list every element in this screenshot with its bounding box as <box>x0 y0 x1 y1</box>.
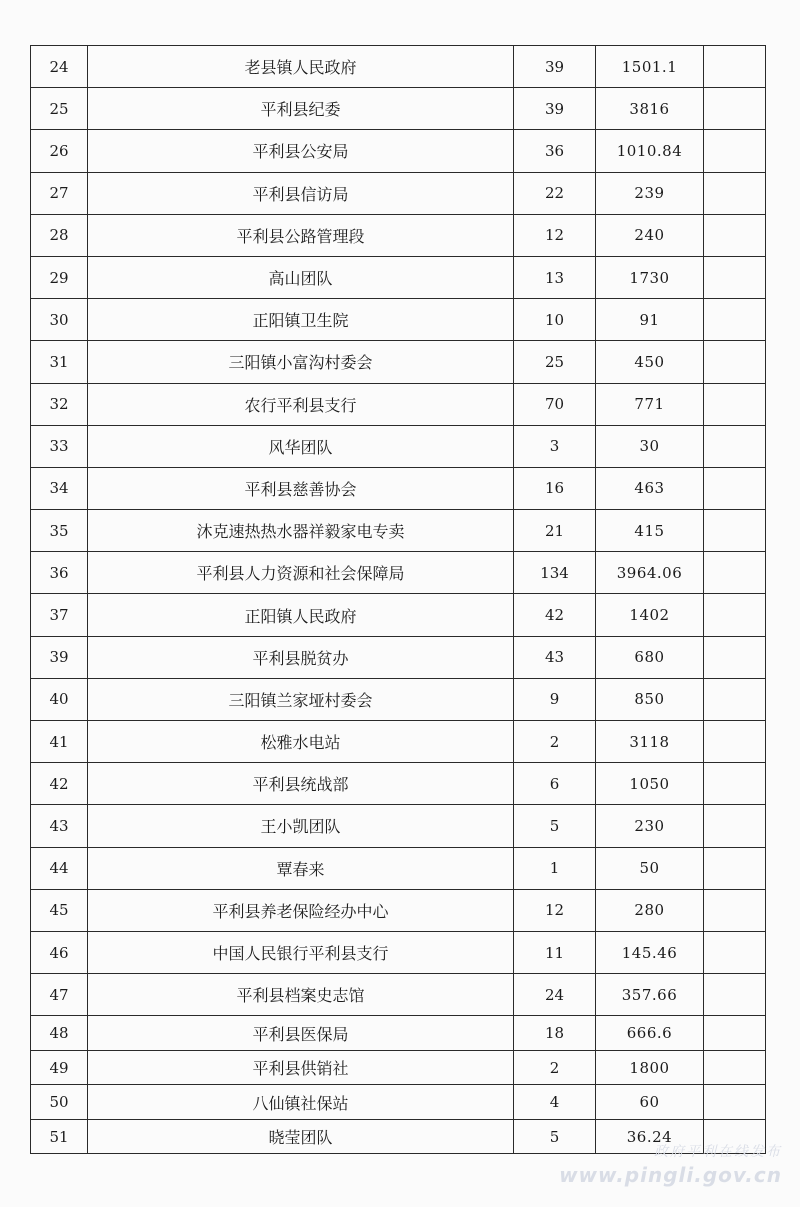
unit-name-cell: 高山团队 <box>88 256 514 298</box>
count-cell: 9 <box>514 678 596 720</box>
unit-name-cell: 平利县纪委 <box>88 88 514 130</box>
table-row <box>31 299 766 341</box>
count-cell: 2 <box>514 721 596 763</box>
table-row <box>31 1050 766 1085</box>
count-cell: 70 <box>514 383 596 425</box>
amount-cell: 1402 <box>596 594 704 636</box>
watermark-url: www.pingli.gov.cn <box>559 1163 782 1187</box>
amount-cell: 415 <box>596 510 704 552</box>
table-row <box>31 847 766 889</box>
note-cell <box>704 721 766 763</box>
note-cell <box>704 763 766 805</box>
note-cell <box>704 88 766 130</box>
table-row <box>31 1085 766 1120</box>
count-cell: 16 <box>514 467 596 509</box>
note-cell <box>704 847 766 889</box>
row-index-cell: 24 <box>31 46 88 88</box>
count-cell: 43 <box>514 636 596 678</box>
amount-cell: 463 <box>596 467 704 509</box>
amount-cell: 50 <box>596 847 704 889</box>
amount-cell: 3816 <box>596 88 704 130</box>
count-cell: 5 <box>514 1119 596 1154</box>
table-row <box>31 721 766 763</box>
note-cell <box>704 1016 766 1051</box>
amount-cell: 230 <box>596 805 704 847</box>
table-row <box>31 341 766 383</box>
unit-name-cell: 农行平利县支行 <box>88 383 514 425</box>
table-row <box>31 594 766 636</box>
count-cell: 6 <box>514 763 596 805</box>
note-cell <box>704 341 766 383</box>
unit-name-cell: 平利县公路管理段 <box>88 214 514 256</box>
amount-cell: 1010.84 <box>596 130 704 172</box>
count-cell: 22 <box>514 172 596 214</box>
count-cell: 2 <box>514 1050 596 1085</box>
row-index-cell: 26 <box>31 130 88 172</box>
table-row <box>31 88 766 130</box>
amount-cell: 771 <box>596 383 704 425</box>
amount-cell: 680 <box>596 636 704 678</box>
unit-name-cell: 松雅水电站 <box>88 721 514 763</box>
table-row <box>31 552 766 594</box>
row-index-cell: 40 <box>31 678 88 720</box>
unit-name-cell: 沐克速热热水器祥毅家电专卖 <box>88 510 514 552</box>
amount-cell: 1730 <box>596 256 704 298</box>
amount-cell: 36.24 <box>596 1119 704 1154</box>
row-index-cell: 42 <box>31 763 88 805</box>
note-cell <box>704 510 766 552</box>
row-index-cell: 50 <box>31 1085 88 1120</box>
unit-name-cell: 平利县档案史志馆 <box>88 974 514 1016</box>
unit-name-cell: 晓莹团队 <box>88 1119 514 1154</box>
note-cell <box>704 1085 766 1120</box>
note-cell <box>704 594 766 636</box>
table-row <box>31 46 766 88</box>
amount-cell: 666.6 <box>596 1016 704 1051</box>
count-cell: 3 <box>514 425 596 467</box>
row-index-cell: 31 <box>31 341 88 383</box>
amount-cell: 91 <box>596 299 704 341</box>
unit-name-cell: 正阳镇卫生院 <box>88 299 514 341</box>
amount-cell: 450 <box>596 341 704 383</box>
count-cell: 11 <box>514 931 596 973</box>
row-index-cell: 33 <box>31 425 88 467</box>
note-cell <box>704 1050 766 1085</box>
amount-cell: 240 <box>596 214 704 256</box>
row-index-cell: 27 <box>31 172 88 214</box>
table-row <box>31 763 766 805</box>
row-index-cell: 34 <box>31 467 88 509</box>
table-body <box>31 46 766 1154</box>
donation-table <box>30 45 766 1154</box>
row-index-cell: 45 <box>31 889 88 931</box>
amount-cell: 1800 <box>596 1050 704 1085</box>
table-row <box>31 467 766 509</box>
count-cell: 134 <box>514 552 596 594</box>
table-row <box>31 931 766 973</box>
table-row <box>31 805 766 847</box>
amount-cell: 1050 <box>596 763 704 805</box>
amount-cell: 1501.1 <box>596 46 704 88</box>
count-cell: 39 <box>514 46 596 88</box>
note-cell <box>704 46 766 88</box>
table-row <box>31 889 766 931</box>
amount-cell: 30 <box>596 425 704 467</box>
unit-name-cell: 中国人民银行平利县支行 <box>88 931 514 973</box>
unit-name-cell: 平利县人力资源和社会保障局 <box>88 552 514 594</box>
count-cell: 42 <box>514 594 596 636</box>
row-index-cell: 29 <box>31 256 88 298</box>
amount-cell: 280 <box>596 889 704 931</box>
table-row <box>31 510 766 552</box>
amount-cell: 357.66 <box>596 974 704 1016</box>
note-cell <box>704 889 766 931</box>
count-cell: 12 <box>514 214 596 256</box>
note-cell <box>704 467 766 509</box>
amount-cell: 60 <box>596 1085 704 1120</box>
table-row <box>31 172 766 214</box>
amount-cell: 3964.06 <box>596 552 704 594</box>
unit-name-cell: 风华团队 <box>88 425 514 467</box>
note-cell <box>704 678 766 720</box>
table-row <box>31 636 766 678</box>
table-row <box>31 974 766 1016</box>
row-index-cell: 51 <box>31 1119 88 1154</box>
row-index-cell: 44 <box>31 847 88 889</box>
unit-name-cell: 平利县医保局 <box>88 1016 514 1051</box>
unit-name-cell: 王小凯团队 <box>88 805 514 847</box>
row-index-cell: 32 <box>31 383 88 425</box>
count-cell: 5 <box>514 805 596 847</box>
unit-name-cell: 平利县养老保险经办中心 <box>88 889 514 931</box>
unit-name-cell: 覃春来 <box>88 847 514 889</box>
table-row <box>31 214 766 256</box>
row-index-cell: 25 <box>31 88 88 130</box>
note-cell <box>704 931 766 973</box>
unit-name-cell: 平利县统战部 <box>88 763 514 805</box>
count-cell: 1 <box>514 847 596 889</box>
row-index-cell: 36 <box>31 552 88 594</box>
count-cell: 39 <box>514 88 596 130</box>
row-index-cell: 30 <box>31 299 88 341</box>
note-cell <box>704 256 766 298</box>
row-index-cell: 28 <box>31 214 88 256</box>
unit-name-cell: 正阳镇人民政府 <box>88 594 514 636</box>
amount-cell: 239 <box>596 172 704 214</box>
table-row <box>31 383 766 425</box>
count-cell: 25 <box>514 341 596 383</box>
note-cell <box>704 552 766 594</box>
table-row <box>31 256 766 298</box>
table-row <box>31 1016 766 1051</box>
row-index-cell: 43 <box>31 805 88 847</box>
amount-cell: 145.46 <box>596 931 704 973</box>
count-cell: 36 <box>514 130 596 172</box>
watermark-line1: 政府平利在线发布 <box>654 1144 782 1160</box>
table-row <box>31 425 766 467</box>
note-cell <box>704 974 766 1016</box>
note-cell <box>704 130 766 172</box>
count-cell: 10 <box>514 299 596 341</box>
count-cell: 21 <box>514 510 596 552</box>
note-cell <box>704 425 766 467</box>
unit-name-cell: 老县镇人民政府 <box>88 46 514 88</box>
unit-name-cell: 八仙镇社保站 <box>88 1085 514 1120</box>
note-cell <box>704 805 766 847</box>
unit-name-cell: 平利县供销社 <box>88 1050 514 1085</box>
unit-name-cell: 平利县信访局 <box>88 172 514 214</box>
count-cell: 18 <box>514 1016 596 1051</box>
row-index-cell: 47 <box>31 974 88 1016</box>
table-row <box>31 130 766 172</box>
count-cell: 13 <box>514 256 596 298</box>
row-index-cell: 48 <box>31 1016 88 1051</box>
note-cell <box>704 172 766 214</box>
table-row <box>31 678 766 720</box>
site-watermark <box>559 1141 782 1187</box>
unit-name-cell: 三阳镇兰家垭村委会 <box>88 678 514 720</box>
count-cell: 4 <box>514 1085 596 1120</box>
row-index-cell: 37 <box>31 594 88 636</box>
row-index-cell: 41 <box>31 721 88 763</box>
unit-name-cell: 三阳镇小富沟村委会 <box>88 341 514 383</box>
unit-name-cell: 平利县公安局 <box>88 130 514 172</box>
count-cell: 12 <box>514 889 596 931</box>
note-cell <box>704 636 766 678</box>
row-index-cell: 49 <box>31 1050 88 1085</box>
note-cell <box>704 214 766 256</box>
unit-name-cell: 平利县脱贫办 <box>88 636 514 678</box>
amount-cell: 850 <box>596 678 704 720</box>
amount-cell: 3118 <box>596 721 704 763</box>
row-index-cell: 46 <box>31 931 88 973</box>
row-index-cell: 39 <box>31 636 88 678</box>
row-index-cell: 35 <box>31 510 88 552</box>
unit-name-cell: 平利县慈善协会 <box>88 467 514 509</box>
note-cell <box>704 383 766 425</box>
count-cell: 24 <box>514 974 596 1016</box>
note-cell <box>704 299 766 341</box>
